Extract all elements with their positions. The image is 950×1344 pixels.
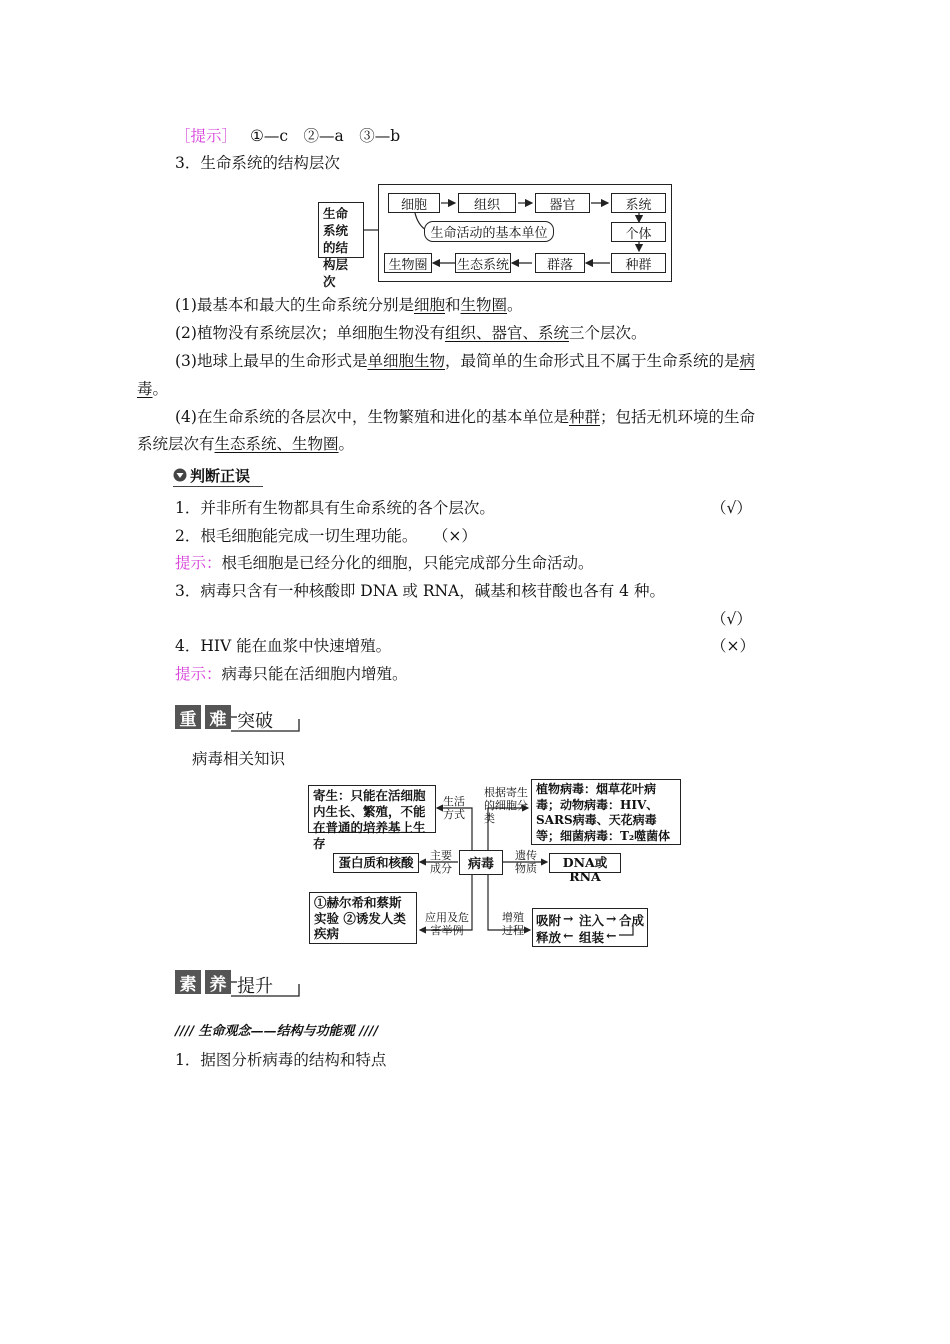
hint-label: ［提示］ <box>175 127 238 145</box>
point-3-cont: 毒。 <box>137 380 169 398</box>
judge-q1: 1．并非所有生物都具有生命系统的各个层次。 <box>175 499 495 517</box>
point-4-cont: 系统层次有生态系统、生物圈。 <box>137 435 355 453</box>
application-label: 应用及危害举例 <box>425 911 469 937</box>
judge-q4-hint: 提示：病毒只能在活细胞内增殖。 <box>175 665 408 683</box>
composition-box: 蛋白质和核酸 <box>333 853 419 873</box>
judge-q3: 3．病毒只含有一种核酸即 DNA 或 RNA，碱基和核苷酸也各有 4 种。 <box>175 582 665 600</box>
box-system: 系统 <box>611 193 666 213</box>
proliferation-box: 吸附 → 注入 → 合成 释放 ← 组装 ← <box>532 908 648 947</box>
box-tissue: 组织 <box>458 193 516 213</box>
genetic-label: 遗传物质 <box>515 849 537 875</box>
judge-title: 判断正误 <box>190 467 251 485</box>
hierarchy-side-label: 生命系统的结构层次 <box>318 202 364 258</box>
box-community: 群落 <box>535 253 585 273</box>
point-3: (3)地球上最早的生命形式是单细胞生物，最简单的生命形式且不属于生命系统的是病 <box>175 352 756 370</box>
virus-types-box: 植物病毒：烟草花叶病毒；动物病毒：HIV、SARS病毒、天花病毒等；细菌病毒：T₂噬菌体 <box>531 779 681 845</box>
genetic-box: DNA或RNA <box>549 853 621 873</box>
parasite-box: 寄生：只能在活细胞内生长、繁殖，不能在普通的培养基上生存 <box>308 785 436 833</box>
point-4: (4)在生命系统的各层次中，生物繁殖和进化的基本单位是种群；包括无机环境的生命 <box>175 408 755 426</box>
heading-difficult: 重 难 突破 <box>175 705 305 729</box>
point-1: (1)最基本和最大的生命系统分别是细胞和生物圈。 <box>175 296 523 314</box>
virus-center-box: 病毒 <box>459 850 503 875</box>
concept-line: //// 生命观念——结构与功能观 //// <box>175 1024 379 1039</box>
box-organ: 器官 <box>535 193 590 213</box>
virus-title: 病毒相关知识 <box>192 750 286 768</box>
box-population: 种群 <box>611 253 666 273</box>
judge-q2-hint: 提示：根毛细胞是已经分化的细胞，只能完成部分生命活动。 <box>175 554 594 572</box>
box-ecosystem: 生态系统 <box>455 253 511 273</box>
composition-label: 主要成分 <box>430 849 452 875</box>
box-biosphere: 生物圈 <box>384 253 432 273</box>
point-2: (2)植物没有系统层次；单细胞生物没有组织、器官、系统三个层次。 <box>175 324 647 342</box>
box-cell: 细胞 <box>388 193 440 213</box>
life-mode-label: 生活方式 <box>443 795 465 821</box>
final-item: 1．据图分析病毒的结构和特点 <box>175 1051 387 1069</box>
judge-q4: 4．HIV 能在血浆中快速增殖。 <box>175 637 392 655</box>
section-title: 3．生命系统的结构层次 <box>175 154 340 172</box>
box-individual: 个体 <box>611 222 666 242</box>
judge-q3-mark: （√） <box>711 610 752 628</box>
classify-label: 根据寄生的细胞分类 <box>484 786 528 825</box>
judge-q4-mark: （×） <box>711 637 755 655</box>
hint-answers: ①—c ②—a ③—b <box>249 127 401 145</box>
heading-quality: 素 养 提升 <box>175 970 305 994</box>
box-note: 生命活动的基本单位 <box>424 221 554 242</box>
proliferation-label: 增殖过程 <box>502 911 524 937</box>
judge-q1-mark: （√） <box>711 499 752 517</box>
application-box: ①赫尔希和蔡斯实验 ②诱发人类疾病 <box>309 892 417 944</box>
judge-q2: 2．根毛细胞能完成一切生理功能。 （×） <box>175 527 477 545</box>
